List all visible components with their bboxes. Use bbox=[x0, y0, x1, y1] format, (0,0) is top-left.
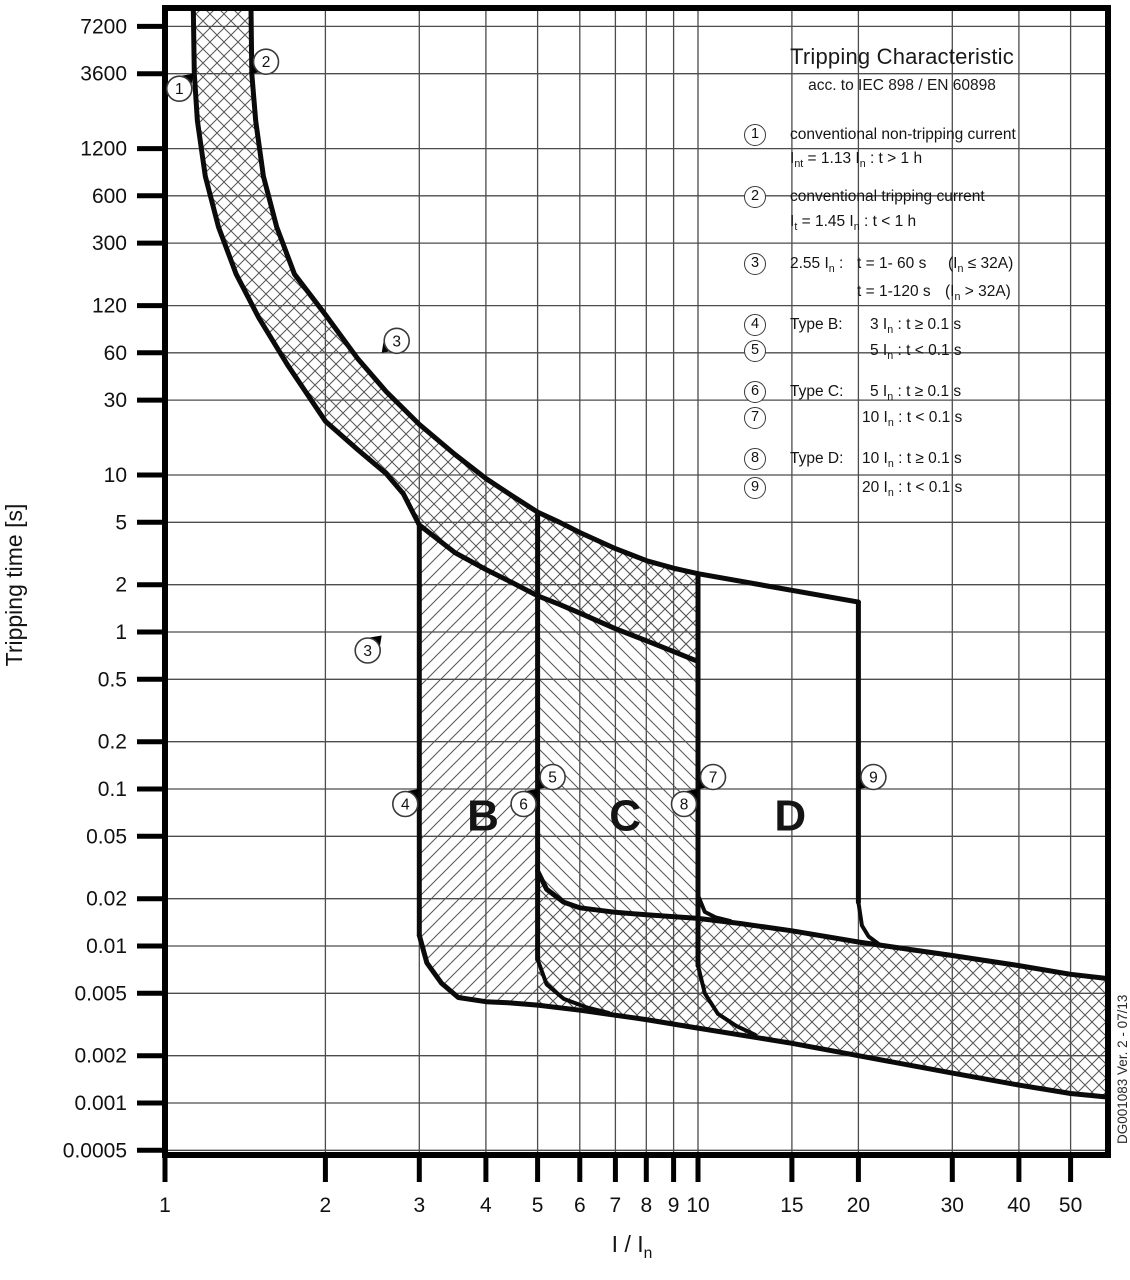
y-tick-label: 0.005 bbox=[74, 982, 127, 1006]
y-tick-label: 1 bbox=[115, 621, 127, 644]
legend-text: 5 $I_n$ : t < 0.1 s bbox=[870, 342, 962, 363]
legend-circle-9: 9 bbox=[744, 477, 766, 499]
legend-text: 10 $I_n$ : t ≥ 0.1 s bbox=[862, 450, 962, 471]
legend-text: 10 $I_n$ : t < 0.1 s bbox=[862, 409, 963, 430]
y-tick-label: 0.1 bbox=[97, 778, 127, 801]
y-tick-label: 0.01 bbox=[86, 935, 127, 958]
legend-text: conventional tripping current bbox=[790, 188, 985, 205]
y-tick-label: 3600 bbox=[80, 62, 127, 86]
x-tick-label: 20 bbox=[846, 1194, 871, 1217]
y-tick-label: 2 bbox=[115, 573, 127, 597]
x-tick-label: 5 bbox=[531, 1194, 544, 1217]
legend-circle-8: 8 bbox=[744, 448, 766, 470]
legend-circle-1: 1 bbox=[744, 124, 766, 146]
legend-text: $I_{nt} = 1.13$ $I_n$ : t > 1 h bbox=[790, 150, 923, 171]
x-tick-label: 40 bbox=[1007, 1194, 1031, 1217]
y-axis-title: Tripping time [s] bbox=[1, 503, 27, 667]
x-tick-label: 4 bbox=[480, 1194, 492, 1217]
x-tick-label: 8 bbox=[640, 1194, 653, 1217]
legend-text: t = 1-120 s bbox=[857, 283, 931, 300]
marker-number: 6 bbox=[519, 796, 528, 814]
legend-circle-6: 6 bbox=[744, 381, 766, 403]
legend-text: 5 $I_n$ : t ≥ 0.1 s bbox=[870, 383, 962, 404]
legend-circle-7: 7 bbox=[744, 407, 766, 429]
legend-circle-5: 5 bbox=[744, 340, 766, 362]
legend-text: Type B: bbox=[790, 316, 843, 333]
y-tick-label: 1200 bbox=[80, 137, 127, 161]
x-tick-label: 3 bbox=[413, 1194, 426, 1217]
legend-text: 20 $I_n$ : t < 0.1 s bbox=[862, 479, 963, 500]
marker-number: 7 bbox=[708, 769, 718, 787]
y-tick-label: 0.5 bbox=[97, 668, 127, 692]
marker-number: 8 bbox=[679, 796, 689, 814]
y-tick-label: 600 bbox=[91, 184, 127, 208]
legend-text: 3 $I_n$ : t ≥ 0.1 s bbox=[870, 316, 962, 337]
chart-subtitle: acc. to IEC 898 / EN 60898 bbox=[808, 77, 996, 94]
x-tick-label: 30 bbox=[940, 1194, 964, 1217]
x-tick-label: 50 bbox=[1058, 1194, 1083, 1217]
region-label-C: C bbox=[609, 791, 642, 841]
y-tick-label: 300 bbox=[91, 232, 127, 256]
marker-number: 5 bbox=[548, 769, 557, 787]
legend-circle-3: 3 bbox=[744, 253, 766, 275]
x-tick-label: 7 bbox=[609, 1194, 622, 1217]
marker-number: 9 bbox=[869, 769, 878, 787]
document-id-side-text: DG001083 Ver. 2 - 07/13 bbox=[1115, 994, 1130, 1144]
legend-circle-4: 4 bbox=[744, 314, 766, 336]
y-tick-label: 60 bbox=[103, 341, 127, 365]
y-tick-label: 0.001 bbox=[74, 1092, 127, 1115]
region-label-D: D bbox=[774, 791, 807, 841]
marker-number: 2 bbox=[261, 54, 271, 72]
y-tick-label: 120 bbox=[91, 294, 127, 318]
legend-circle-2: 2 bbox=[744, 186, 766, 208]
y-tick-label: 5 bbox=[115, 511, 127, 535]
x-tick-label: 6 bbox=[573, 1194, 586, 1217]
y-tick-label: 30 bbox=[103, 389, 127, 413]
chart-title: Tripping Characteristic bbox=[790, 44, 1014, 69]
x-axis-title: I / $I_n$ bbox=[611, 1231, 653, 1262]
y-tick-label: 10 bbox=[103, 464, 127, 487]
legend-text: t = 1- 60 s bbox=[857, 255, 927, 272]
marker-number: 3 bbox=[363, 643, 373, 660]
legend-text: 2.55 $I_n$ : bbox=[790, 255, 844, 276]
y-tick-label: 0.02 bbox=[86, 887, 127, 911]
x-tick-label: 9 bbox=[667, 1194, 680, 1217]
y-tick-label: 0.002 bbox=[74, 1044, 127, 1068]
legend-text: $I_t = 1.45$ $I_n$ : t < 1 h bbox=[790, 213, 917, 234]
marker-number: 3 bbox=[392, 333, 402, 351]
y-tick-label: 7200 bbox=[80, 15, 127, 39]
legend-text: Type C: bbox=[790, 383, 844, 400]
legend-text: $(I_n > 32A)$ bbox=[945, 283, 1011, 304]
region-label-B: B bbox=[467, 791, 499, 841]
x-tick-label: 10 bbox=[686, 1194, 710, 1217]
marker-number: 1 bbox=[174, 81, 184, 99]
legend-text: $(I_n \le 32A)$ bbox=[948, 255, 1014, 276]
y-tick-label: 0.05 bbox=[86, 825, 127, 849]
y-tick-label: 0.2 bbox=[97, 730, 127, 754]
marker-number: 4 bbox=[400, 796, 410, 814]
x-tick-label: 1 bbox=[159, 1194, 171, 1217]
x-tick-label: 15 bbox=[780, 1194, 804, 1217]
legend-text: Type D: bbox=[790, 450, 844, 467]
x-tick-label: 2 bbox=[319, 1194, 332, 1217]
y-tick-label: 0.0005 bbox=[62, 1139, 127, 1163]
legend-text: conventional non-tripping current bbox=[790, 126, 1016, 143]
